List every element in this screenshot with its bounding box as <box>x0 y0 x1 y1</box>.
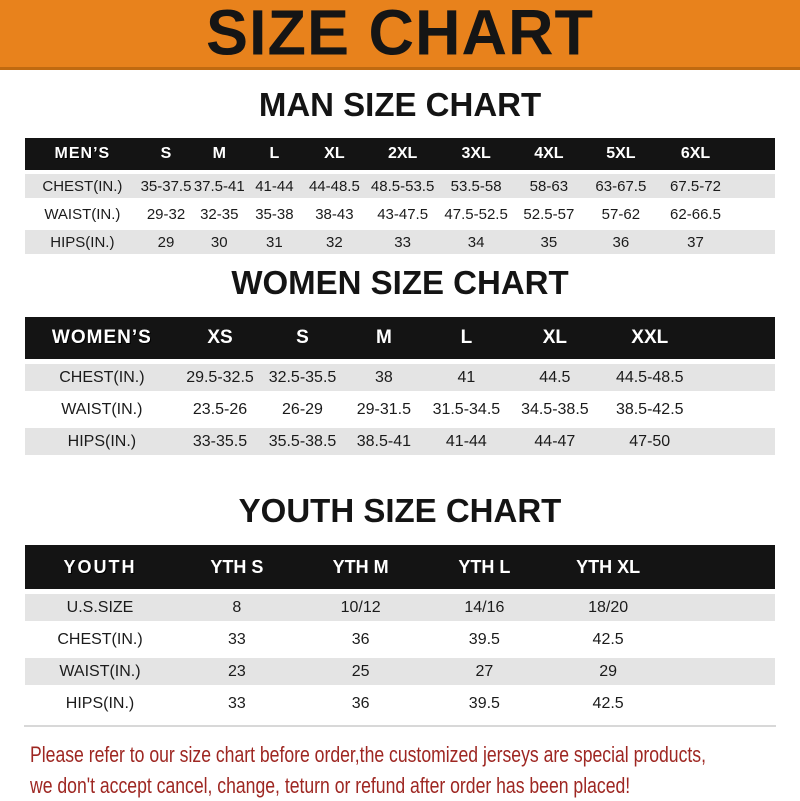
row-label: CHEST(IN.) <box>25 626 175 653</box>
size-cell: 29.5-32.5 <box>179 364 262 391</box>
table-row <box>25 594 775 621</box>
size-cell: 31.5-34.5 <box>424 396 509 423</box>
size-cell: 39.5 <box>423 626 547 653</box>
size-cell: 32 <box>303 230 367 254</box>
col-header: XL <box>303 138 367 170</box>
size-cell: 34.5-38.5 <box>509 396 601 423</box>
table-row <box>25 428 775 455</box>
size-cell: 33 <box>366 230 439 254</box>
size-cell: 35-37.5 <box>140 174 193 198</box>
table-row <box>25 174 775 198</box>
col-header: S <box>140 138 193 170</box>
size-cell: 38.5-41 <box>344 428 424 455</box>
size-chart-banner <box>0 0 800 70</box>
row-label: CHEST(IN.) <box>25 364 179 391</box>
size-cell: 41 <box>424 364 509 391</box>
notice-line-1: Please refer to our size chart before order,the customized jerseys are special products, <box>30 742 706 767</box>
size-cell: 37 <box>657 230 734 254</box>
size-cell: 43-47.5 <box>366 202 439 226</box>
header-spacer <box>734 138 775 170</box>
col-header: YTH L <box>423 545 547 589</box>
table-row <box>25 202 775 226</box>
men-group-label: MEN’S <box>25 138 140 170</box>
spacer-cell <box>670 658 775 685</box>
size-cell: 35.5-38.5 <box>261 428 344 455</box>
table-row <box>25 230 775 254</box>
size-cell: 38 <box>344 364 424 391</box>
size-cell: 14/16 <box>423 594 547 621</box>
table-row <box>25 626 775 653</box>
size-cell: 10/12 <box>299 594 423 621</box>
youth-group-label: YOUTH <box>25 545 175 589</box>
spacer-cell <box>699 364 776 391</box>
size-cell: 44.5-48.5 <box>601 364 699 391</box>
size-cell: 29 <box>140 230 193 254</box>
col-header: M <box>344 317 424 359</box>
size-cell: 63-67.5 <box>584 174 657 198</box>
size-cell: 31 <box>246 230 302 254</box>
col-header: 5XL <box>584 138 657 170</box>
spacer-cell <box>670 594 775 621</box>
youth-size-chart-section <box>0 492 800 727</box>
size-cell: 38-43 <box>303 202 367 226</box>
notice-line-2: we don't accept cancel, change, teturn or refund after order has been placed! <box>30 773 631 798</box>
size-cell: 42.5 <box>546 690 670 717</box>
size-cell: 53.5-58 <box>439 174 513 198</box>
banner-title: SIZE CHART <box>206 0 594 69</box>
size-cell: 33-35.5 <box>179 428 262 455</box>
size-cell: 44-47 <box>509 428 601 455</box>
col-header: 4XL <box>513 138 584 170</box>
size-cell: 41-44 <box>246 174 302 198</box>
row-label: CHEST(IN.) <box>25 174 140 198</box>
size-cell: 29-31.5 <box>344 396 424 423</box>
size-cell: 32-35 <box>192 202 246 226</box>
men-section-title: MAN SIZE CHART <box>258 86 542 123</box>
spacer-cell <box>699 428 776 455</box>
row-label: HIPS(IN.) <box>25 690 175 717</box>
size-cell: 26-29 <box>261 396 344 423</box>
table-row <box>25 658 775 685</box>
youth-size-table <box>25 540 775 722</box>
size-cell: 34 <box>439 230 513 254</box>
col-header: S <box>261 317 344 359</box>
col-header: L <box>424 317 509 359</box>
row-label: U.S.SIZE <box>25 594 175 621</box>
size-cell: 57-62 <box>584 202 657 226</box>
size-cell: 37.5-41 <box>192 174 246 198</box>
col-header: 6XL <box>657 138 734 170</box>
row-label: WAIST(IN.) <box>25 658 175 685</box>
women-section-title: WOMEN SIZE CHART <box>231 264 569 301</box>
size-cell: 29 <box>546 658 670 685</box>
men-header-row <box>25 138 775 170</box>
size-cell: 36 <box>584 230 657 254</box>
size-cell: 58-63 <box>513 174 584 198</box>
size-cell: 38.5-42.5 <box>601 396 699 423</box>
row-label: HIPS(IN.) <box>25 428 179 455</box>
size-cell: 35-38 <box>246 202 302 226</box>
size-cell: 23 <box>175 658 299 685</box>
size-cell: 29-32 <box>140 202 193 226</box>
spacer-cell <box>670 626 775 653</box>
header-spacer <box>670 545 775 589</box>
size-cell: 62-66.5 <box>657 202 734 226</box>
table-row <box>25 396 775 423</box>
table-bottom-divider <box>24 725 776 727</box>
size-cell: 25 <box>299 658 423 685</box>
col-header: M <box>192 138 246 170</box>
size-cell: 36 <box>299 690 423 717</box>
size-cell: 32.5-35.5 <box>261 364 344 391</box>
col-header: YTH M <box>299 545 423 589</box>
size-cell: 47.5-52.5 <box>439 202 513 226</box>
women-size-chart-section <box>0 264 800 460</box>
spacer-cell <box>734 202 775 226</box>
size-cell: 47-50 <box>601 428 699 455</box>
men-size-table <box>25 134 775 258</box>
size-cell: 52.5-57 <box>513 202 584 226</box>
size-cell: 33 <box>175 690 299 717</box>
spacer-cell <box>670 690 775 717</box>
spacer-cell <box>734 174 775 198</box>
size-cell: 42.5 <box>546 626 670 653</box>
col-header: YTH S <box>175 545 299 589</box>
women-size-table <box>25 312 775 460</box>
col-header: 3XL <box>439 138 513 170</box>
size-cell: 23.5-26 <box>179 396 262 423</box>
row-label: WAIST(IN.) <box>25 202 140 226</box>
size-cell: 8 <box>175 594 299 621</box>
col-header: XL <box>509 317 601 359</box>
size-cell: 39.5 <box>423 690 547 717</box>
size-cell: 33 <box>175 626 299 653</box>
size-cell: 44.5 <box>509 364 601 391</box>
order-notice <box>30 739 800 801</box>
col-header: L <box>246 138 302 170</box>
youth-header-row <box>25 545 775 589</box>
col-header: XXL <box>601 317 699 359</box>
spacer-cell <box>699 396 776 423</box>
table-row <box>25 364 775 391</box>
size-cell: 44-48.5 <box>303 174 367 198</box>
size-cell: 36 <box>299 626 423 653</box>
table-row <box>25 690 775 717</box>
youth-section-title: YOUTH SIZE CHART <box>238 492 562 529</box>
women-group-label: WOMEN’S <box>25 317 179 359</box>
row-label: WAIST(IN.) <box>25 396 179 423</box>
size-cell: 67.5-72 <box>657 174 734 198</box>
row-label: HIPS(IN.) <box>25 230 140 254</box>
col-header: YTH XL <box>546 545 670 589</box>
size-cell: 30 <box>192 230 246 254</box>
col-header: XS <box>179 317 262 359</box>
men-size-chart-section <box>0 86 800 258</box>
header-spacer <box>699 317 776 359</box>
spacer-cell <box>734 230 775 254</box>
size-cell: 27 <box>423 658 547 685</box>
col-header: 2XL <box>366 138 439 170</box>
size-cell: 41-44 <box>424 428 509 455</box>
size-cell: 35 <box>513 230 584 254</box>
size-cell: 48.5-53.5 <box>366 174 439 198</box>
size-cell: 18/20 <box>546 594 670 621</box>
women-header-row <box>25 317 775 359</box>
